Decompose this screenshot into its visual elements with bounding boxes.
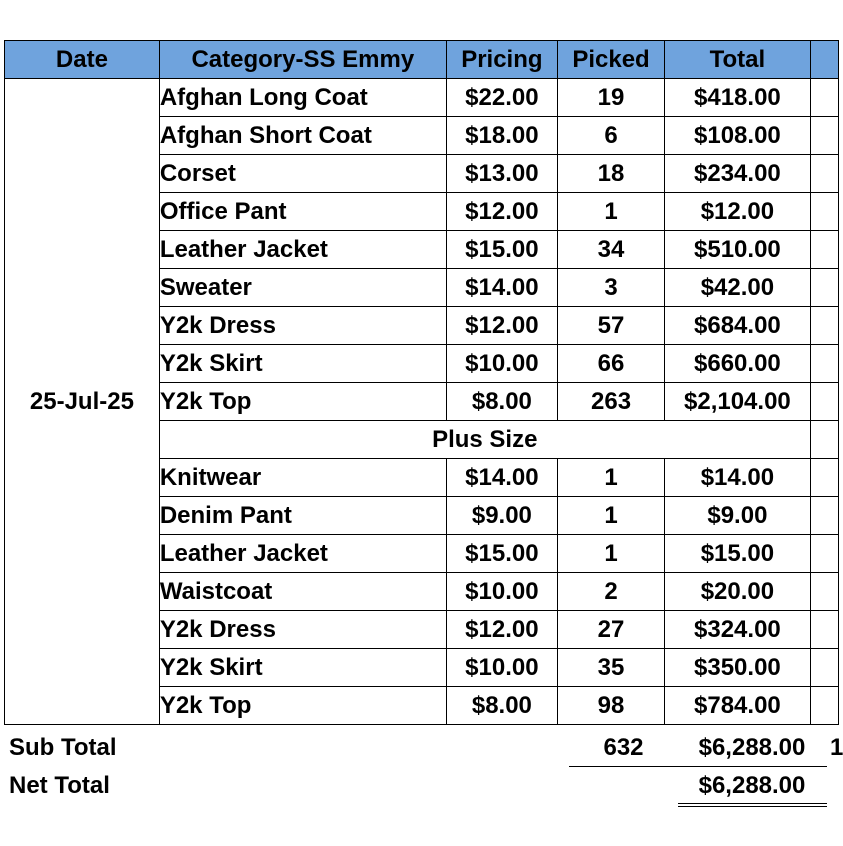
- extra-cell[interactable]: [810, 497, 838, 535]
- date-cell[interactable]: 25-Jul-25: [5, 79, 160, 725]
- category-cell[interactable]: Y2k Skirt: [159, 649, 446, 687]
- total-cell[interactable]: $660.00: [665, 345, 811, 383]
- picked-cell[interactable]: 35: [557, 649, 664, 687]
- picked-cell[interactable]: 1: [557, 497, 664, 535]
- extra-cell[interactable]: [810, 269, 838, 307]
- picked-cell[interactable]: 34: [557, 231, 664, 269]
- picked-cell[interactable]: 1: [557, 193, 664, 231]
- pricing-cell[interactable]: $12.00: [446, 307, 557, 345]
- extra-cell[interactable]: [810, 79, 838, 117]
- picked-cell[interactable]: 2: [557, 573, 664, 611]
- header-picked[interactable]: Picked: [557, 41, 664, 79]
- extra-cell[interactable]: [810, 611, 838, 649]
- extra-cell[interactable]: [810, 193, 838, 231]
- extra-cell[interactable]: [810, 649, 838, 687]
- total-cell[interactable]: $108.00: [665, 117, 811, 155]
- category-cell[interactable]: Waistcoat: [159, 573, 446, 611]
- category-cell[interactable]: Sweater: [159, 269, 446, 307]
- header-category[interactable]: Category-SS Emmy: [159, 41, 446, 79]
- total-cell[interactable]: $14.00: [665, 459, 811, 497]
- category-cell[interactable]: Leather Jacket: [159, 231, 446, 269]
- pricing-cell[interactable]: $15.00: [446, 231, 557, 269]
- nettotal-row: [0, 767, 839, 805]
- pricing-cell[interactable]: $8.00: [446, 383, 557, 421]
- pricing-cell[interactable]: $22.00: [446, 79, 557, 117]
- nettotal-double-underline-1: [678, 803, 827, 804]
- pricing-cell[interactable]: $12.00: [446, 611, 557, 649]
- category-cell[interactable]: Afghan Short Coat: [159, 117, 446, 155]
- pricing-cell[interactable]: $9.00: [446, 497, 557, 535]
- header-row: [5, 41, 839, 79]
- header-total[interactable]: Total: [665, 41, 811, 79]
- pricing-cell[interactable]: $14.00: [446, 459, 557, 497]
- pricing-cell[interactable]: $10.00: [446, 573, 557, 611]
- category-cell[interactable]: Y2k Dress: [159, 611, 446, 649]
- section-label[interactable]: Plus Size: [159, 421, 810, 459]
- total-cell[interactable]: $15.00: [665, 535, 811, 573]
- nettotal-total[interactable]: $6,288.00: [698, 772, 806, 799]
- total-cell[interactable]: $418.00: [665, 79, 811, 117]
- picked-cell[interactable]: 18: [557, 155, 664, 193]
- pricing-cell[interactable]: $13.00: [446, 155, 557, 193]
- pricing-cell[interactable]: $10.00: [446, 649, 557, 687]
- total-cell[interactable]: $784.00: [665, 687, 811, 725]
- picked-cell[interactable]: 98: [557, 687, 664, 725]
- subtotal-label[interactable]: Sub Total: [9, 734, 117, 761]
- pricing-cell[interactable]: $12.00: [446, 193, 557, 231]
- extra-cell[interactable]: [810, 573, 838, 611]
- pricing-cell[interactable]: $18.00: [446, 117, 557, 155]
- pricing-cell[interactable]: $10.00: [446, 345, 557, 383]
- category-cell[interactable]: Y2k Dress: [159, 307, 446, 345]
- picked-cell[interactable]: 1: [557, 459, 664, 497]
- total-cell[interactable]: $9.00: [665, 497, 811, 535]
- extra-cell[interactable]: [810, 383, 838, 421]
- table-body: [5, 79, 839, 725]
- total-cell[interactable]: $350.00: [665, 649, 811, 687]
- picked-cell[interactable]: 263: [557, 383, 664, 421]
- total-cell[interactable]: $510.00: [665, 231, 811, 269]
- extra-cell[interactable]: [810, 307, 838, 345]
- picked-cell[interactable]: 6: [557, 117, 664, 155]
- total-cell[interactable]: $42.00: [665, 269, 811, 307]
- pick-table: [4, 40, 839, 725]
- total-cell[interactable]: $20.00: [665, 573, 811, 611]
- nettotal-label[interactable]: Net Total: [9, 772, 110, 799]
- extra-cell[interactable]: [810, 155, 838, 193]
- extra-cell[interactable]: [810, 117, 838, 155]
- header-date[interactable]: Date: [5, 41, 160, 79]
- total-cell[interactable]: $324.00: [665, 611, 811, 649]
- category-cell[interactable]: Y2k Skirt: [159, 345, 446, 383]
- pricing-cell[interactable]: $14.00: [446, 269, 557, 307]
- picked-cell[interactable]: 57: [557, 307, 664, 345]
- category-cell[interactable]: Y2k Top: [159, 383, 446, 421]
- subtotal-row: [0, 729, 843, 767]
- picked-cell[interactable]: 66: [557, 345, 664, 383]
- extra-cell[interactable]: [810, 231, 838, 269]
- category-cell[interactable]: Afghan Long Coat: [159, 79, 446, 117]
- header-pricing[interactable]: Pricing: [446, 41, 557, 79]
- total-cell[interactable]: $2,104.00: [665, 383, 811, 421]
- total-cell[interactable]: $12.00: [665, 193, 811, 231]
- category-cell[interactable]: Corset: [159, 155, 446, 193]
- table-row: [5, 79, 839, 117]
- total-cell[interactable]: $684.00: [665, 307, 811, 345]
- pricing-cell[interactable]: $15.00: [446, 535, 557, 573]
- extra-cell[interactable]: [810, 345, 838, 383]
- nettotal-double-underline-2: [678, 806, 827, 807]
- category-cell[interactable]: Leather Jacket: [159, 535, 446, 573]
- extra-cell[interactable]: [810, 687, 838, 725]
- extra-cell[interactable]: [810, 459, 838, 497]
- category-cell[interactable]: Knitwear: [159, 459, 446, 497]
- subtotal-cut-cell[interactable]: 1: [830, 734, 843, 761]
- picked-cell[interactable]: 27: [557, 611, 664, 649]
- category-cell[interactable]: Denim Pant: [159, 497, 446, 535]
- subtotal-total[interactable]: $6,288.00: [698, 734, 806, 761]
- picked-cell[interactable]: 1: [557, 535, 664, 573]
- header-extra[interactable]: [810, 41, 838, 79]
- extra-cell[interactable]: [810, 421, 838, 459]
- extra-cell[interactable]: [810, 535, 838, 573]
- category-cell[interactable]: Y2k Top: [159, 687, 446, 725]
- subtotal-picked[interactable]: 632: [603, 734, 644, 761]
- picked-cell[interactable]: 3: [557, 269, 664, 307]
- picked-cell[interactable]: 19: [557, 79, 664, 117]
- total-cell[interactable]: $234.00: [665, 155, 811, 193]
- category-cell[interactable]: Office Pant: [159, 193, 446, 231]
- pricing-cell[interactable]: $8.00: [446, 687, 557, 725]
